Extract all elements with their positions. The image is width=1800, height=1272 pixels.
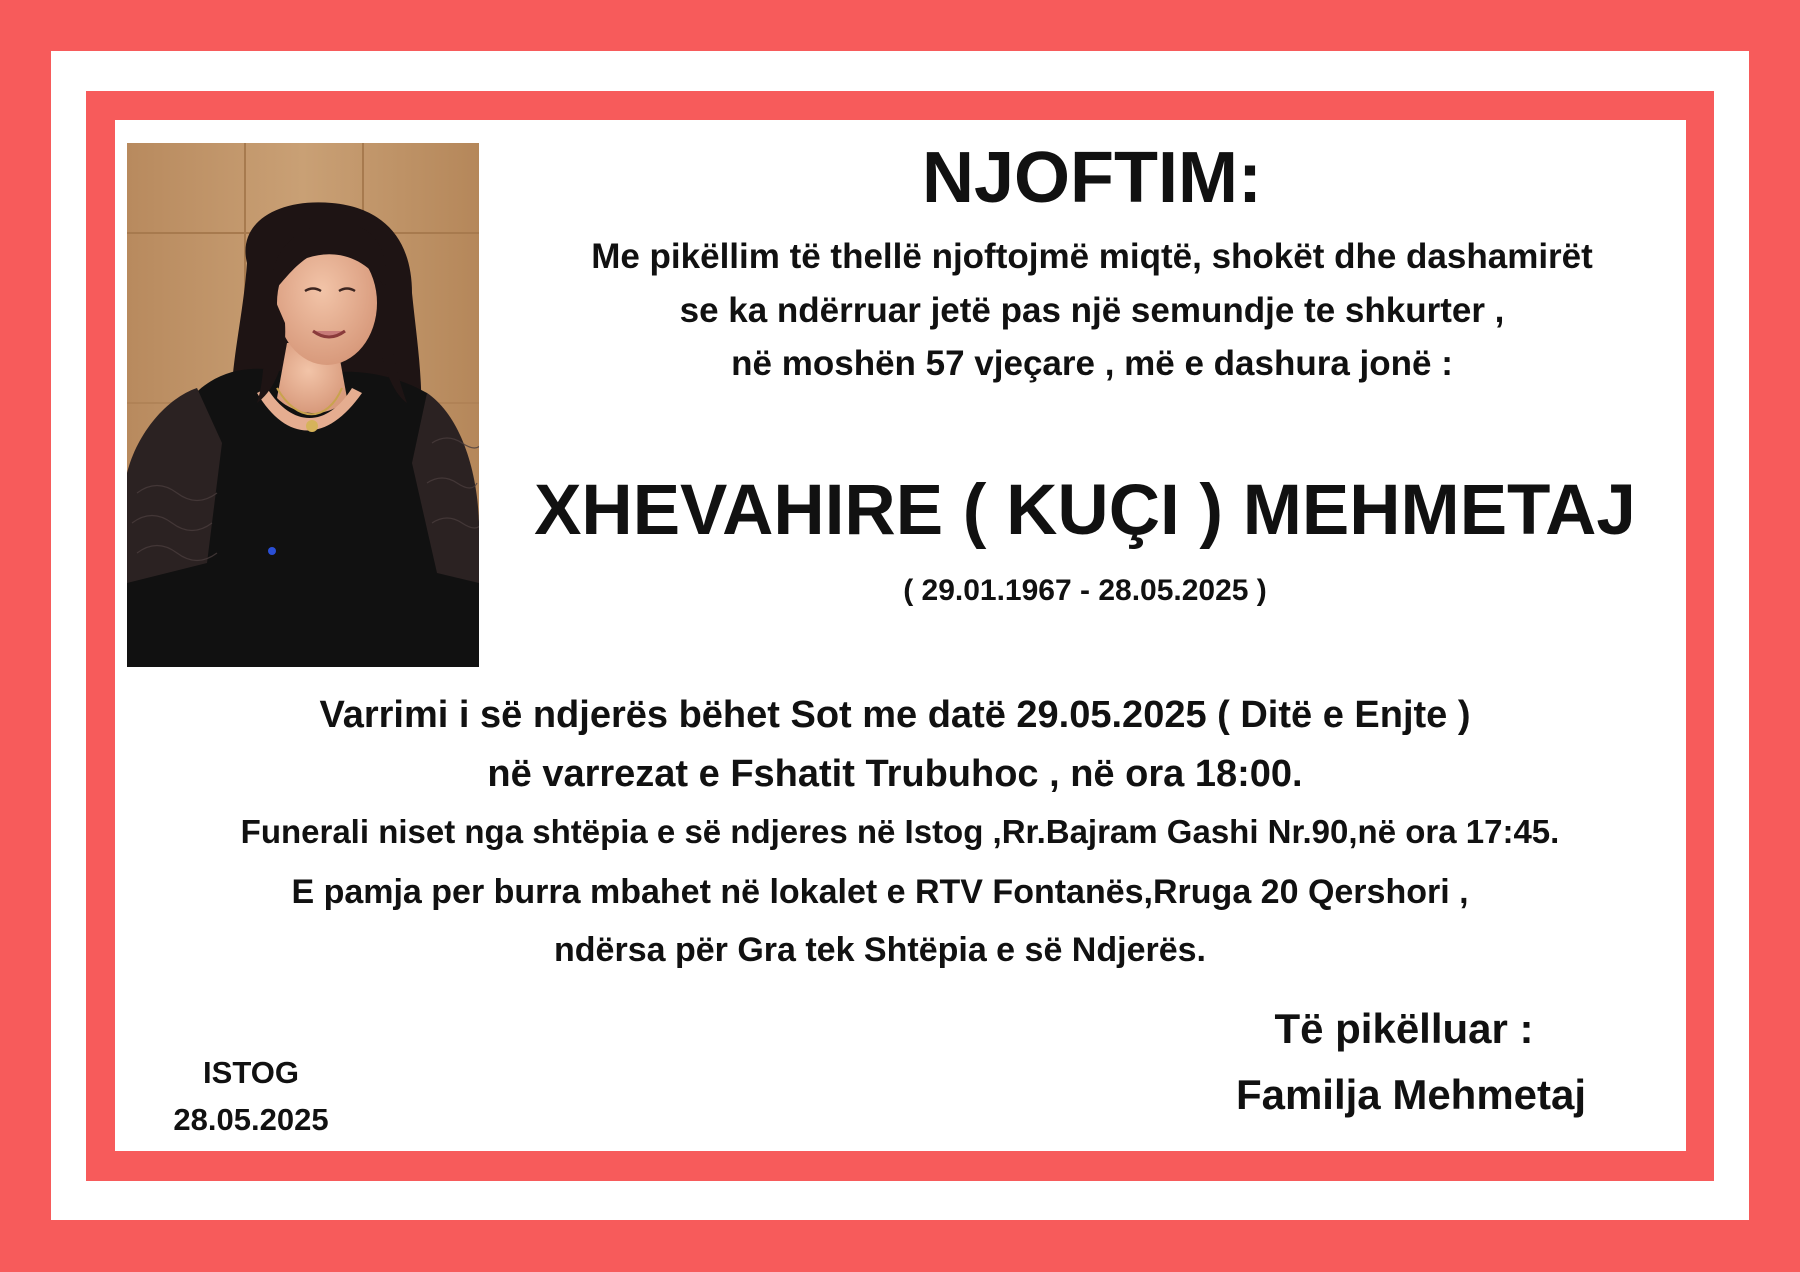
- details-line: ndërsa për Gra tek Shtëpia e së Ndjerës.: [554, 931, 1206, 969]
- intro-line: Me pikëllim të thellë njoftojmë miqtë, shokët dhe dashamirët: [591, 237, 1593, 276]
- life-dates: ( 29.01.1967 - 28.05.2025 ): [903, 574, 1267, 607]
- notice-date: 28.05.2025: [173, 1102, 329, 1137]
- notice-place: ISTOG: [203, 1055, 299, 1090]
- mourners-label: Të pikëlluar :: [1274, 1005, 1534, 1052]
- portrait-photo: [127, 143, 479, 667]
- mourners-name: Familja Mehmetaj: [1235, 1071, 1587, 1118]
- details-line: Funerali niset nga shtëpia e së ndjeres në Istog ,Rr.Bajram Gashi Nr.90,në ora 17:45.: [240, 813, 1560, 850]
- details-line: Varrimi i së ndjerës bëhet Sot me datë 29.05.2025 ( Ditë e Enjte ): [319, 694, 1471, 736]
- deceased-name: XHEVAHIRE ( KUÇI ) MEHMETAJ: [534, 471, 1636, 550]
- intro-line: në moshën 57 vjeçare , më e dashura jonë :: [731, 344, 1453, 383]
- details-line: E pamja per burra mbahet në lokalet e RTV Fontanës,Rruga 20 Qershori ,: [291, 873, 1469, 911]
- notice-heading: NJOFTIM:: [922, 138, 1262, 218]
- intro-line: se ka ndërruar jetë pas një semundje te shkurter ,: [679, 291, 1505, 330]
- details-line: në varrezat e Fshatit Trubuhoc , në ora 18:00.: [487, 753, 1303, 795]
